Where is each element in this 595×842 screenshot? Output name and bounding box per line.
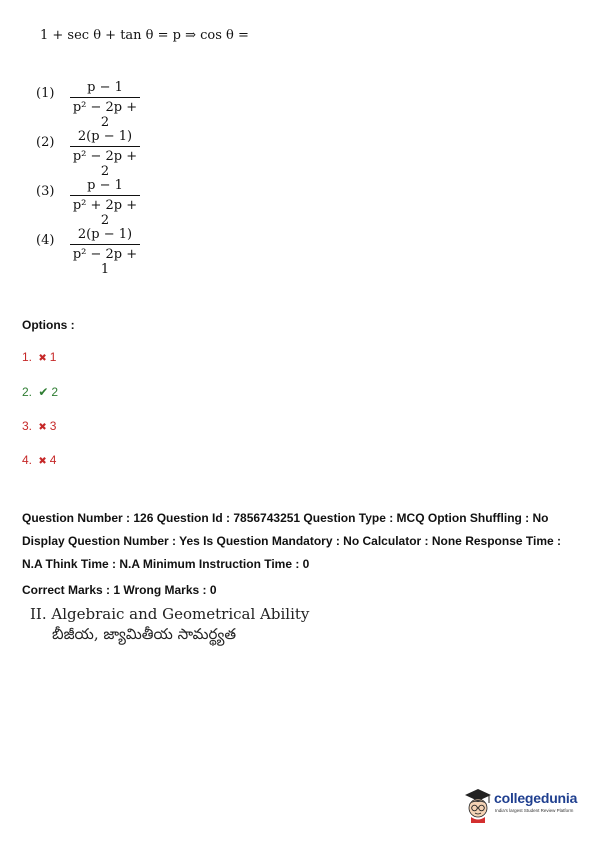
collegedunia-logo (462, 786, 586, 826)
options-heading: Options : (22, 318, 75, 332)
option-4 (22, 453, 56, 467)
fraction-numerator: 2(p − 1) (70, 227, 140, 245)
option-value: 2 (51, 385, 59, 399)
option-2 (22, 385, 58, 399)
cross-icon: ✖ (38, 422, 47, 433)
option-1 (22, 350, 56, 364)
choice-label: (4) (36, 233, 55, 248)
check-icon: ✔ (38, 385, 49, 399)
student-mascot-icon (462, 786, 494, 824)
choice-label: (3) (36, 184, 55, 199)
option-number: 4. (22, 453, 33, 467)
option-3 (22, 419, 56, 433)
option-number: 1. (22, 350, 33, 364)
fraction-numerator: p − 1 (70, 178, 140, 196)
question-metadata: Question Number : 126 Question Id : 7856743251 Question Type : MCQ Option Shuffling : No Display Question Number : Yes Is Question Mandatory : No Calculator : None Response Time : N.A Think Time : N.A Minimum Instruction Time : 0 (22, 511, 561, 571)
logo-tagline: India's largest Student Review Platform (495, 808, 574, 813)
fraction-denominator: p² − 2p + 2 (72, 100, 138, 130)
logo-wordmark: collegedunia (494, 790, 578, 806)
section-title: II. Algebraic and Geometrical Ability (30, 605, 310, 623)
choice-label: (1) (36, 86, 55, 101)
cross-icon: ✖ (38, 456, 47, 467)
fraction-numerator: 2(p − 1) (70, 129, 140, 147)
option-number: 3. (22, 419, 33, 433)
cross-icon: ✖ (38, 353, 47, 364)
choice-fraction (70, 178, 140, 228)
marks-info: Correct Marks : 1 Wrong Marks : 0 (22, 583, 217, 597)
choice-fraction (70, 129, 140, 179)
option-value: 4 (49, 453, 57, 467)
choice-label: (2) (36, 135, 55, 150)
option-value: 1 (49, 350, 57, 364)
fraction-denominator: p² − 2p + 2 (72, 149, 138, 179)
section-title-telugu: బీజీయ, జ్యామితీయ సామర్థ్యత (52, 625, 237, 643)
fraction-denominator: p² + 2p + 2 (72, 198, 138, 228)
option-number: 2. (22, 385, 33, 399)
option-value: 3 (49, 419, 57, 433)
choice-fraction (70, 227, 140, 277)
choice-fraction (70, 80, 140, 130)
question-text: 1 + sec θ + tan θ = p ⇒ cos θ = (40, 28, 249, 43)
fraction-numerator: p − 1 (70, 80, 140, 98)
fraction-denominator: p² − 2p + 1 (72, 247, 138, 277)
